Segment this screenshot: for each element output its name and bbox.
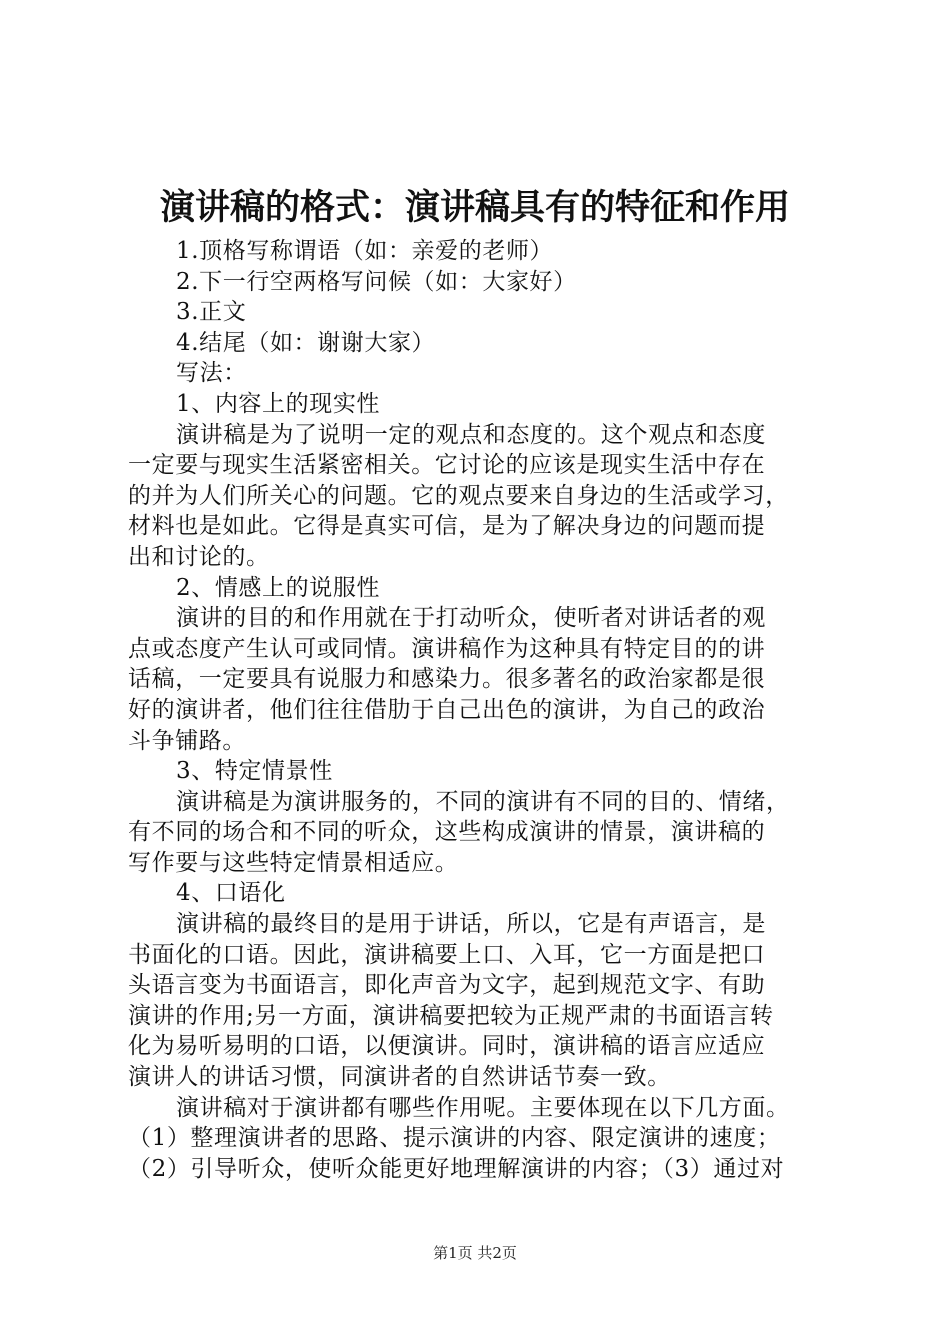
paragraph-line: 有不同的场合和不同的听众，这些构成演讲的情景，演讲稿的 [128,819,766,846]
paragraph-line: 材料也是如此。它得是真实可信，是为了解决身边的问题而提 [128,513,766,540]
paragraph-line: 4.结尾（如：谢谢大家） [176,329,436,356]
paragraph-line: 出和讨论的。 [128,543,270,570]
paragraph-line: 写作要与这些特定情景相适应。 [128,849,459,876]
paragraph-line: 演讲稿的最终目的是用于讲话，所以，它是有声语言，是 [176,911,766,938]
section-heading: 4、口语化 [176,880,286,907]
paragraph-line: 书面化的口语。因此，演讲稿要上口、入耳，它一方面是把口 [128,941,766,968]
paragraph-line: 演讲人的讲话习惯，同演讲者的自然讲话节奏一致。 [128,1064,671,1091]
paragraph-line: （1）整理演讲者的思路、提示演讲的内容、限定演讲的速度； [128,1125,781,1152]
paragraph-line: 好的演讲者，他们往往借肋于自己出色的演讲，为自己的政治 [128,696,766,723]
paragraph-line: 2.下一行空两格写问候（如：大家好） [176,268,577,295]
document-body [128,236,832,1184]
paragraph-line: 写法： [176,360,247,387]
paragraph-line: （2）引导听众，使听众能更好地理解演讲的内容；（3）通过对 [128,1155,785,1182]
paragraph-line: 演讲稿是为了说明一定的观点和态度的。这个观点和态度 [176,421,766,448]
paragraph-line: 演讲稿是为演讲服务的，不同的演讲有不同的目的、情绪， [176,788,790,815]
paragraph-line: 斗争铺路。 [128,727,246,754]
section-heading: 3、特定情景性 [176,758,333,785]
paragraph-line: 演讲稿对于演讲都有哪些作用呢。主要体现在以下几方面。 [176,1094,790,1121]
paragraph-line: 一定要与现实生活紧密相关。它讨论的应该是现实生活中存在 [128,452,766,479]
page-footer: 第1页 共2页 [433,1244,517,1262]
paragraph-line: 演讲的作用;另一方面，演讲稿要把较为正规严肃的书面语言转 [128,1002,774,1029]
paragraph-line: 的并为人们所关心的问题。它的观点要来自身边的生活或学习， [128,482,789,509]
paragraph-line: 化为易听易明的口语，以便演讲。同时，演讲稿的语言应适应 [128,1033,766,1060]
paragraph-line: 演讲的目的和作用就在于打动听众，使听者对讲话者的观 [176,605,766,632]
section-heading: 1、内容上的现实性 [176,390,381,417]
paragraph-line: 1.顶格写称谓语（如：亲爱的老师） [176,238,554,264]
paragraph-line: 3.正文 [176,299,247,326]
section-heading: 2、情感上的说服性 [176,574,381,601]
paragraph-line: 话稿，一定要具有说服力和感染力。很多著名的政治家都是很 [128,666,766,693]
paragraph-line: 点或态度产生认可或同情。演讲稿作为这种具有特定目的的讲 [128,635,766,662]
document-title: 演讲稿的格式：演讲稿具有的特征和作用 [159,187,790,228]
paragraph-line: 头语言变为书面语言，即化声音为文字，起到规范文字、有助 [128,972,766,999]
